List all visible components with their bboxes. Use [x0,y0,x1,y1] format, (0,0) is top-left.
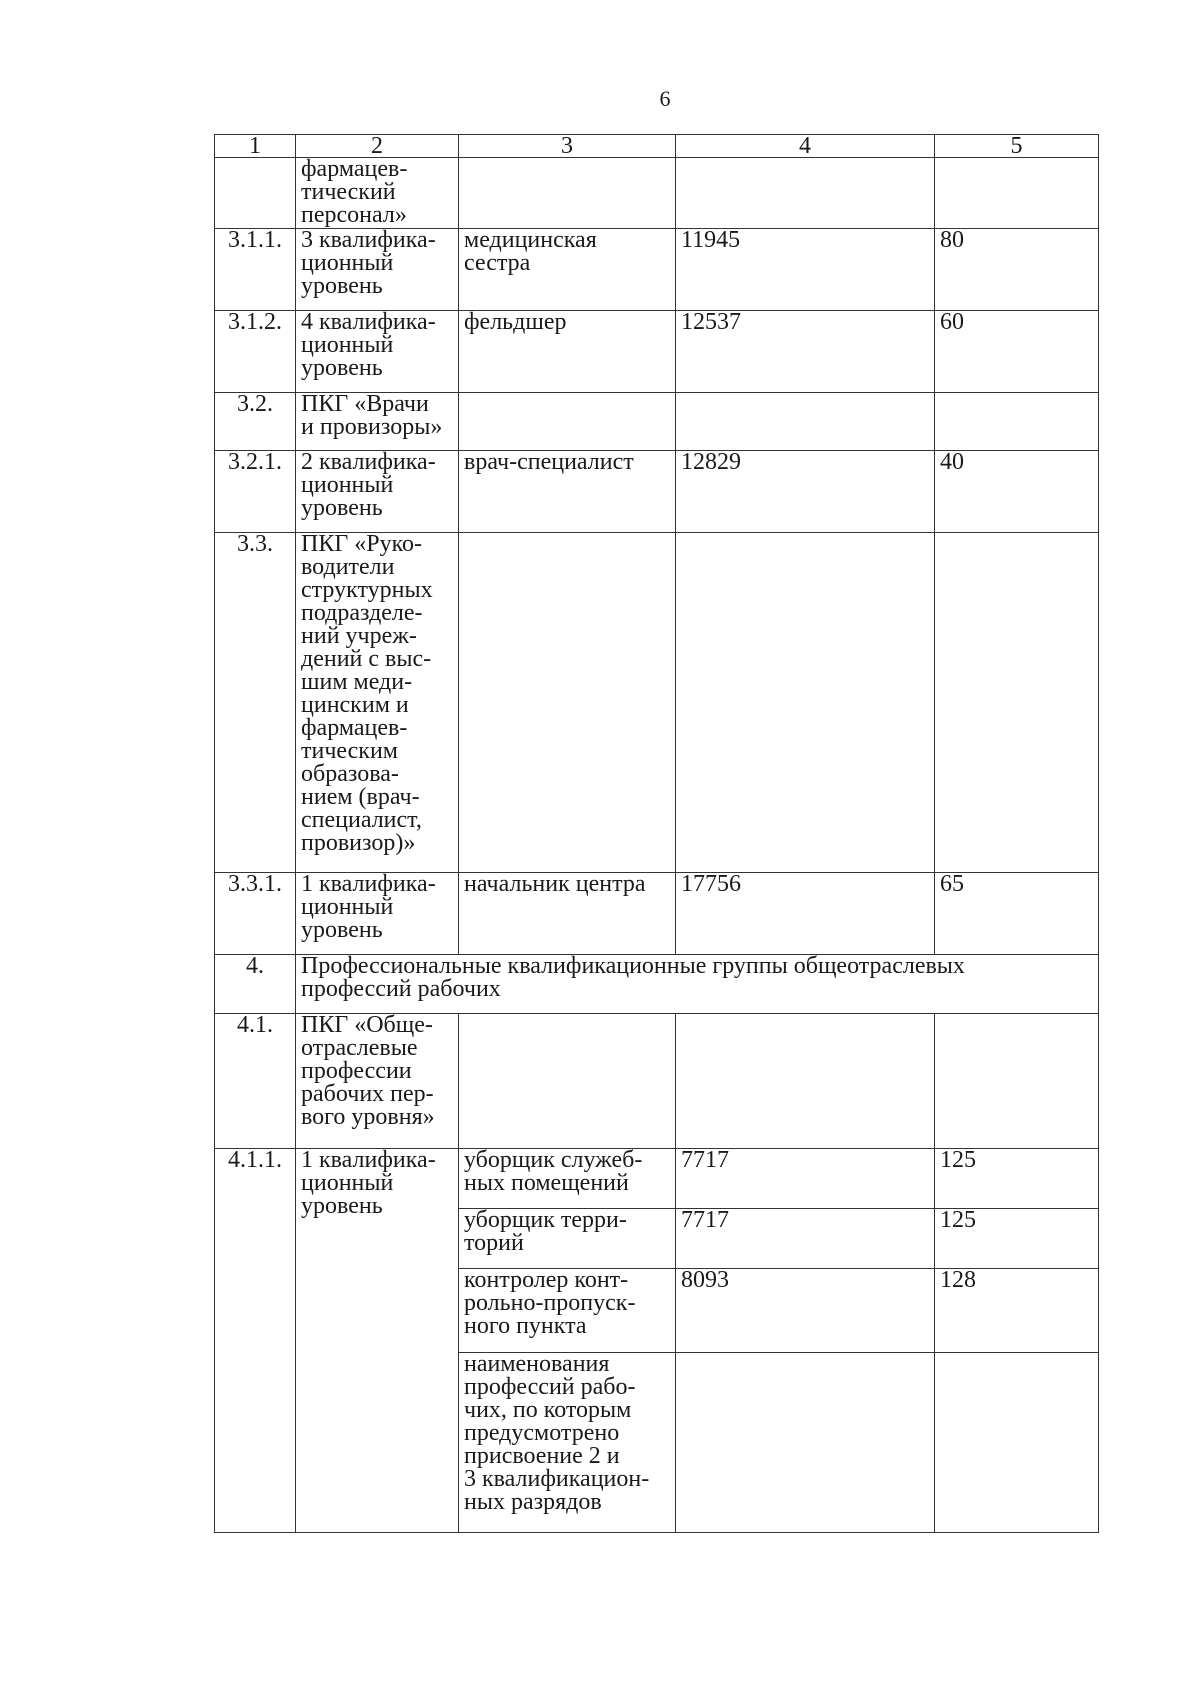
row-number-cell: 3.1.1. [215,229,296,311]
group-cell: ПКГ «Обще- отраслевые профессии рабочих пер- вого уровня» [296,1014,459,1149]
table-row [215,451,1099,533]
section-heading-cell: Профессиональные квалификационные группы общеотраслевых профессий рабочих [296,955,1099,1014]
group-cell: ПКГ «Руко- водители структурных подразделе- ний учреж- дений с выс- шим меди- цинским и фармацев- тическим образова- нием (врач- специалист, провизор)» [296,533,459,873]
position-cell: врач-специалист [459,451,676,533]
salary-cell: 11945 [676,229,935,311]
table-row [215,1014,1099,1149]
salary-cell: 12829 [676,451,935,533]
row-number-cell: 3.2. [215,393,296,451]
position-cell: уборщик служеб- ных помещений [459,1149,676,1209]
salary-cell: 17756 [676,873,935,955]
table-row [215,229,1099,311]
salary-cell: 12537 [676,311,935,393]
column-number-4: 4 [676,135,935,158]
position-cell: медицинская сестра [459,229,676,311]
column-number-3: 3 [459,135,676,158]
percent-cell: 128 [935,1269,1099,1353]
table-row [215,533,1099,873]
column-number-1: 1 [215,135,296,158]
percent-cell: 125 [935,1149,1099,1209]
percent-cell: 65 [935,873,1099,955]
row-number-cell: 3.3. [215,533,296,873]
percent-cell: 80 [935,229,1099,311]
table-row [215,1149,1099,1209]
table-row [215,311,1099,393]
row-number-cell: 4.1. [215,1014,296,1149]
percent-cell: 60 [935,311,1099,393]
percent-cell: 40 [935,451,1099,533]
row-number-cell: 4.1.1. [215,1149,296,1533]
level-cell: 1 квалифика- ционный уровень [296,873,459,955]
level-cell: 2 квалифика- ционный уровень [296,451,459,533]
group-cell: фармацев- тический персонал» [296,158,459,229]
percent-cell: 125 [935,1209,1099,1269]
position-cell: уборщик терри- торий [459,1209,676,1269]
column-number-5: 5 [935,135,1099,158]
row-number-cell: 3.3.1. [215,873,296,955]
table-row [215,158,1099,229]
level-cell: 3 квалифика- ционный уровень [296,229,459,311]
level-cell: 4 квалифика- ционный уровень [296,311,459,393]
table-row [215,873,1099,955]
row-number-cell: 4. [215,955,296,1014]
salary-cell: 7717 [676,1149,935,1209]
position-cell: контролер конт- рольно-пропуск- ного пункта [459,1269,676,1353]
column-number-row [215,135,1099,158]
row-number-cell: 3.1.2. [215,311,296,393]
page-number: 6 [659,86,671,111]
position-cell: начальник центра [459,873,676,955]
qualification-table [214,134,1099,1533]
row-number-cell: 3.2.1. [215,451,296,533]
salary-cell: 8093 [676,1269,935,1353]
level-cell: 1 квалифика- ционный уровень [296,1149,459,1533]
table-row [215,955,1099,1014]
salary-cell: 7717 [676,1209,935,1269]
group-cell: ПКГ «Врачи и провизоры» [296,393,459,451]
column-number-2: 2 [296,135,459,158]
position-cell: наименования профессий рабо- чих, по которым предусмотрено присвоение 2 и 3 квалификацион- ных разрядов [459,1353,676,1533]
table-row [215,393,1099,451]
position-cell: фельдшер [459,311,676,393]
